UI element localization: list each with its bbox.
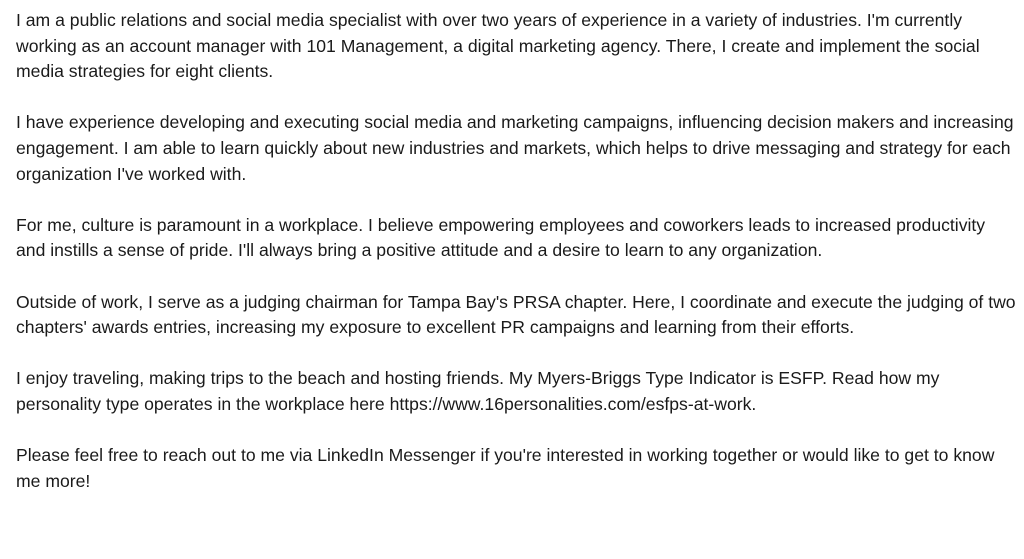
about-section — [16, 8, 1018, 494]
about-paragraph-outside-work: Outside of work, I serve as a judging chairman for Tampa Bay's PRSA chapter. Here, I coordinate and execute the judging of two chapters' awards entries, increasing my exposure to excellent PR campaigns and learning from their efforts. — [16, 291, 1016, 338]
about-paragraph-contact: Please feel free to reach out to me via LinkedIn Messenger if you're interested in working together or would like to get to know me more! — [16, 445, 995, 491]
about-paragraph-culture: For me, culture is paramount in a workplace. I believe empowering employees and coworkers leads to increased productivity and instills a sense of pride. I'll always bring a positive attitude and a desire to learn to any organization. — [16, 214, 986, 261]
about-paragraph-intro: I am a public relations and social media specialist with over two years of experience in a variety of industries. I'm currently working as an account manager with 101 Management, a digital marketing agency. There, I create and implement the social media strategies for eight clients. — [16, 10, 980, 82]
about-paragraph-personal: I enjoy traveling, making trips to the beach and hosting friends. My Myers-Briggs Type Indicator is ESFP. Read how my personality type operates in the workplace here https://www.16personalities.com/esfps-at-work. — [16, 368, 940, 414]
about-paragraph-experience: I have experience developing and executing social media and marketing campaigns, influencing decision makers and increasing engagement. I am able to learn quickly about new industries and markets, which helps to drive messaging and strategy for each organization I've worked with. — [16, 112, 1014, 184]
